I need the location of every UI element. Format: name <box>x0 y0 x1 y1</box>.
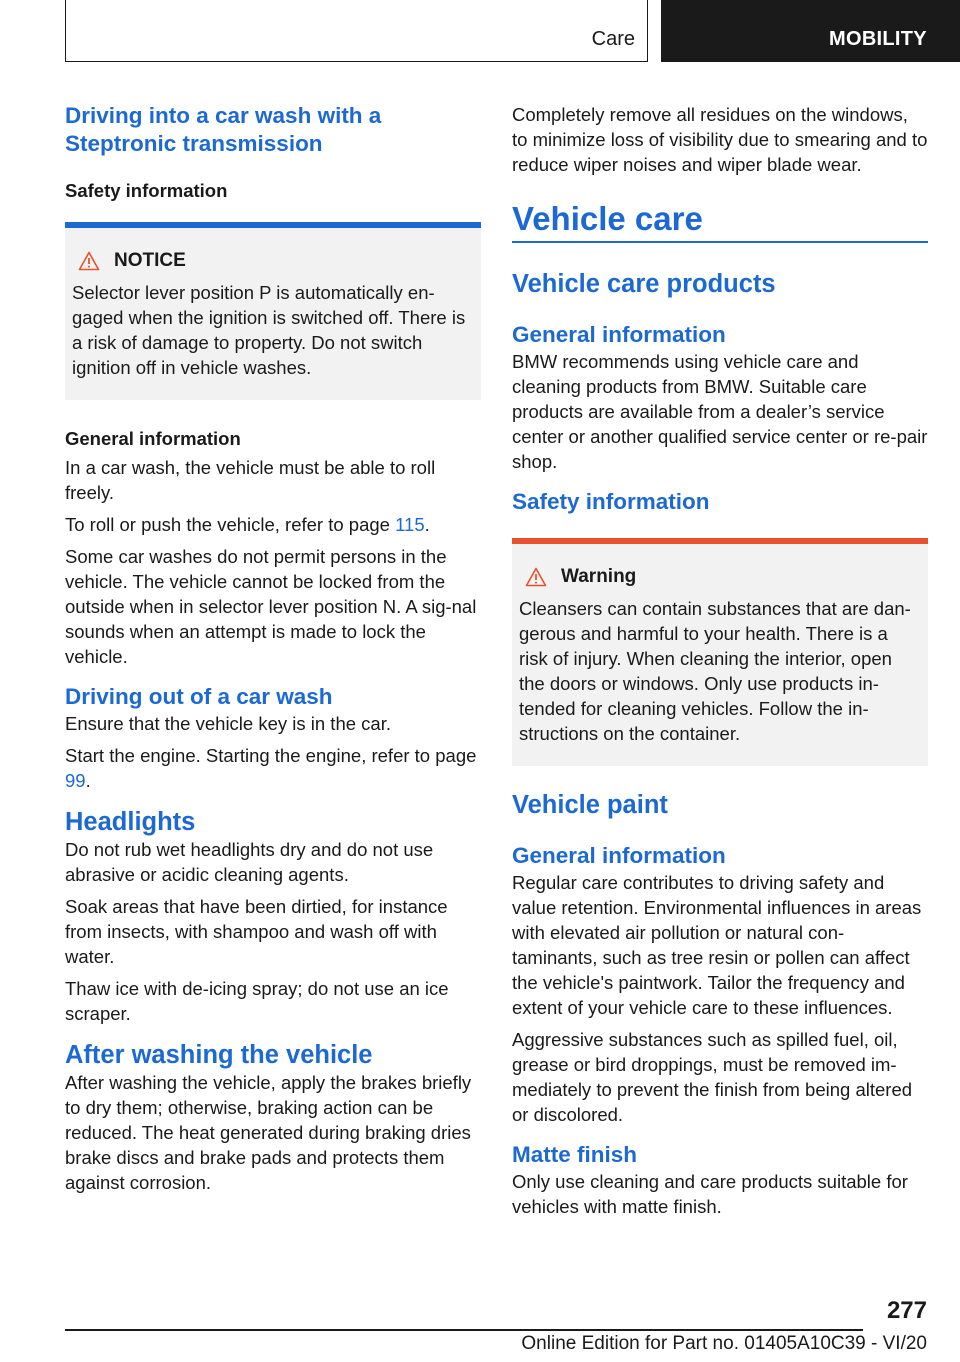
footer-edition-text: Online Edition for Part no. 01405A10C39 - VI/20 <box>521 1333 927 1354</box>
general-info-p1: In a car wash, the vehicle must be able to roll freely. <box>65 457 436 503</box>
general-info-label: General information <box>65 428 241 449</box>
vehicle-care-title: Vehicle care <box>512 200 703 237</box>
vehicle-paint-title: Vehicle paint <box>512 790 668 819</box>
warning-box <box>512 538 928 766</box>
car-wash-title: Driving into a car wash with a Steptronic transmission <box>65 103 382 156</box>
header-section-label: Care <box>591 28 635 50</box>
headlights-p2: Soak areas that have been dirtied, for instance from insects, with shampoo and wash off with water. <box>65 896 448 967</box>
paint-general-info-title: General information <box>512 842 726 868</box>
header-chapter-tab <box>661 0 960 62</box>
notice-box <box>65 222 481 400</box>
footer-rule <box>65 1329 863 1331</box>
after-wash-p1: After washing the vehicle, apply the brakes briefly to dry them; otherwise, braking action can be reduced. The heat generated during braking dries brake discs and brake pads and protects them against corrosion. <box>65 1072 472 1193</box>
general-info-p2 <box>65 512 481 537</box>
notice-label: NOTICE <box>114 250 186 271</box>
header-section-tab <box>65 0 648 62</box>
driving-out-p2-text: Start the engine. Starting the engine, refer to page <box>65 745 477 766</box>
general-info-title: General information <box>512 321 726 347</box>
general-info-paragraph: BMW recommends using vehicle care and cleaning products from BMW. Suitable care products are available from a dealer’s service center or another qualified service center or re‐pair shop. <box>512 350 928 472</box>
warning-header <box>519 566 920 588</box>
driving-out-p1: Ensure that the vehicle key is in the car. <box>65 713 391 734</box>
general-info-p2-text: To roll or push the vehicle, refer to page <box>65 514 396 535</box>
warning-triangle-icon <box>525 567 547 587</box>
residue-paragraph: Completely remove all residues on the windows, to minimize loss of visibility due to smearing and to reduce wiper noises and wiper blade wear. <box>512 104 928 175</box>
paint-paragraph-2: Aggressive substances such as spilled fuel, oil, grease or bird droppings, must be removed im‐mediately to prevent the finish from being altered or discolored. <box>512 1028 913 1125</box>
general-info-p2-suffix: . <box>424 514 430 535</box>
driving-out-p2-suffix: . <box>85 770 91 791</box>
paint-paragraph-1: Regular care contributes to driving safety and value retention. Environmental influences in areas with elevated air pollution or natural con‐taminants, such as tree resin or pollen can affect the vehicle's paintwork. Tailor the frequency and extent of your vehicle care to these influences. <box>512 871 922 1018</box>
matte-finish-title: Matte finish <box>512 1141 638 1167</box>
left-column <box>65 102 481 1202</box>
driving-out-title: Driving out of a car wash <box>65 684 333 709</box>
headlights-p3: Thaw ice with de-icing spray; do not use an ice scraper. <box>65 978 449 1024</box>
after-wash-title: After washing the vehicle <box>65 1041 373 1069</box>
page-link-115[interactable]: 115 <box>395 514 425 535</box>
driving-out-p2 <box>65 743 481 793</box>
notice-text: Selector lever position P is automatically en‐gaged when the ignition is switched off. There is a risk of damage to property. Do not switch ignition off in vehicle washes. <box>72 282 466 378</box>
matte-finish-paragraph: Only use cleaning and care products suitable for vehicles with matte finish. <box>512 1170 908 1217</box>
page-number: 277 <box>886 1297 927 1324</box>
vehicle-care-rule <box>512 241 928 243</box>
care-products-title: Vehicle care products <box>512 269 776 298</box>
page-link-99[interactable]: 99 <box>65 770 86 791</box>
notice-header <box>72 250 473 272</box>
warning-label: Warning <box>561 565 637 587</box>
general-info-p3: Some car washes do not permit persons in the vehicle. The vehicle cannot be locked from the outside when in selector lever position N. A sig‐nal sounds when an attempt is made to lock the vehicle. <box>65 546 477 667</box>
safety-info-label: Safety information <box>65 180 228 201</box>
warning-triangle-icon <box>78 251 100 271</box>
headlights-title: Headlights <box>65 808 196 836</box>
headlights-p1: Do not rub wet headlights dry and do not use abrasive or acidic cleaning agents. <box>65 839 434 885</box>
warning-text: Cleansers can contain substances that are dan‐gerous and harmful to your health. There is a risk of injury. When cleaning the interior, open the doors or windows. Only use products in‐tended for cleaning vehicles. Follow the in‐structions on the container. <box>519 597 911 744</box>
safety-info-title: Safety information <box>512 488 710 514</box>
header-chapter-label: MOBILITY <box>829 28 927 50</box>
right-column <box>512 102 928 1226</box>
